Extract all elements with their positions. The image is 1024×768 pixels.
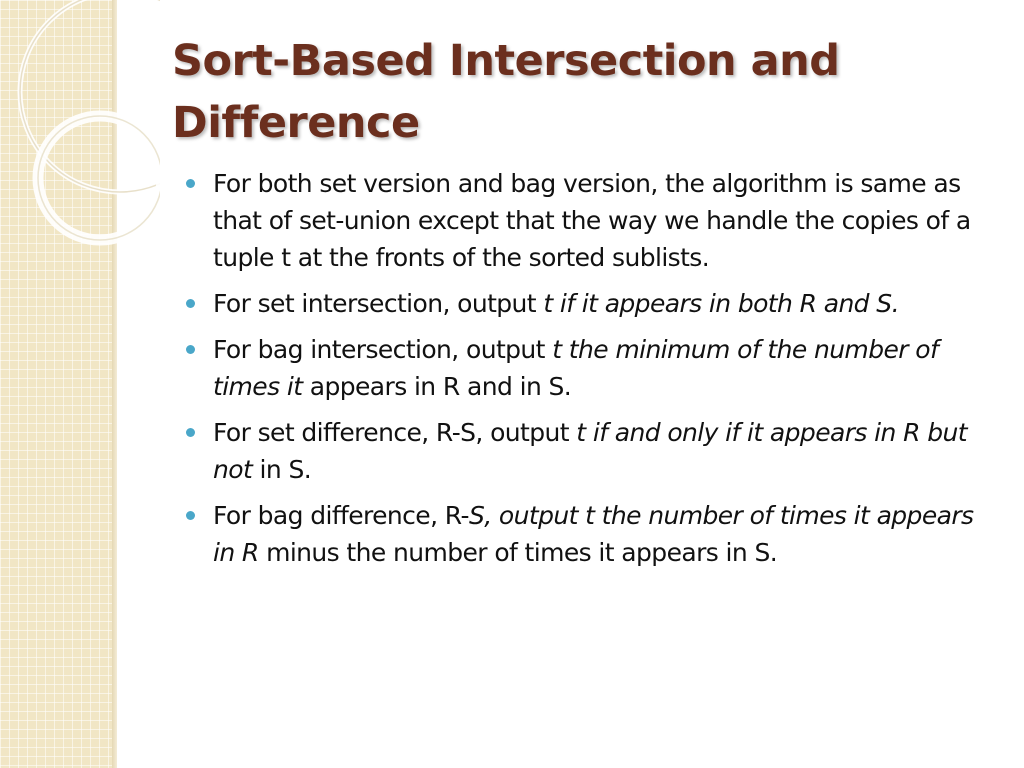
bullet-text-part: For bag intersection, output xyxy=(213,335,553,364)
bullet-text-part: appears in R and in S. xyxy=(302,372,572,401)
bullet-text-part: minus the number of times it appears in S. xyxy=(258,538,778,567)
bullet-text xyxy=(213,501,973,567)
bullet-text xyxy=(213,335,938,401)
bullet-icon xyxy=(186,179,195,188)
bullet-item xyxy=(186,285,996,322)
bullet-icon xyxy=(186,345,195,354)
bullet-text-part: For set difference, R-S, output xyxy=(213,418,577,447)
bullet-item xyxy=(186,331,996,405)
bullet-item xyxy=(186,165,996,276)
bullet-list xyxy=(186,165,996,580)
bullet-text-part: t if and only if it appears in R but not xyxy=(213,418,967,484)
bullet-text xyxy=(213,289,899,318)
bullet-text-part: For set intersection, output xyxy=(213,289,544,318)
decorative-circles xyxy=(0,0,160,768)
bullet-icon xyxy=(186,511,195,520)
bullet-text-part: For both set version and bag version, the algorithm is same as that of set-union except that the way we handle the copies of a tuple t at the fronts of the sorted sublists. xyxy=(213,169,971,272)
bullet-text-part: in S. xyxy=(252,455,312,484)
bullet-icon xyxy=(186,299,195,308)
bullet-item xyxy=(186,497,996,571)
bullet-text-part: t the minimum of the number of times it xyxy=(213,335,939,401)
bullet-text xyxy=(213,418,967,484)
slide-title: Sort-Based Intersection and Difference xyxy=(172,36,840,148)
bullet-text-part: For bag difference, R- xyxy=(213,501,469,530)
bullet-icon xyxy=(186,428,195,437)
bullet-text xyxy=(213,169,971,272)
bullet-text-part: t if it appears in both R and S. xyxy=(543,289,899,318)
bullet-item xyxy=(186,414,996,488)
bullet-text-part: S, output t the number of times it appears in R xyxy=(213,501,974,567)
